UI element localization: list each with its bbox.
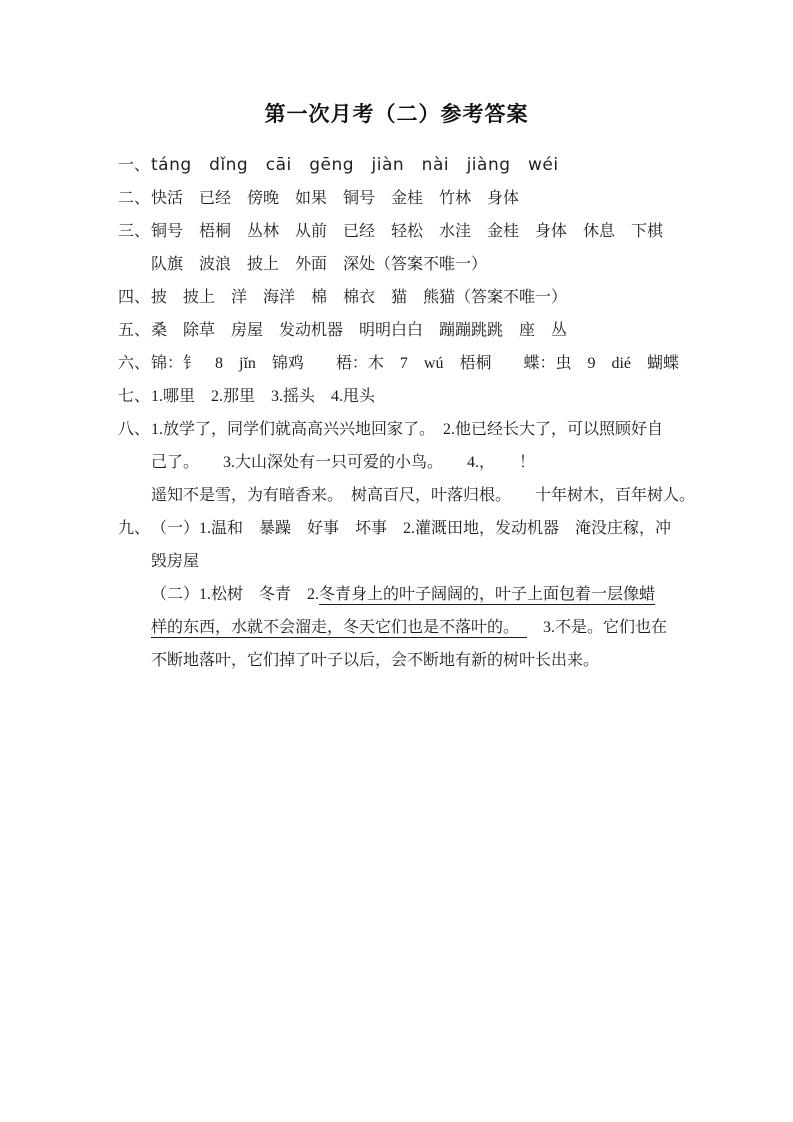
section-number: 四、 — [118, 289, 151, 306]
answers-body — [0, 149, 793, 677]
answer-text: （二）1.松树 冬青 2. — [151, 586, 320, 603]
answer-line: 桑 除草 房屋 发动机器 明明白白 蹦蹦跳跳 座 丛 — [151, 322, 568, 339]
section-number: 七、 — [118, 388, 151, 405]
section-number: 五、 — [118, 322, 151, 339]
section-1-pinyin — [118, 149, 773, 182]
answer-line: 快活 已经 傍晚 如果 铜号 金桂 竹林 身体 — [151, 190, 520, 207]
answer-line — [151, 611, 773, 644]
document-title: 第一次月考（二）参考答案 — [264, 103, 529, 126]
section-number: 二、 — [118, 190, 151, 207]
answer-line: 1.放学了，同学们就高高兴兴地回家了。 2.他已经长大了，可以照顾好自 — [151, 421, 664, 438]
answer-line: 1.哪里 2.那里 3.摇头 4.甩头 — [151, 388, 376, 405]
underlined-answer: 样的东西，水就不会溜走，冬天它们也是不落叶的。 — [151, 619, 528, 636]
underlined-answer: 冬青身上的叶子阔阔的，叶子上面包着一层像蜡 — [319, 586, 656, 603]
section-number: 一、 — [118, 157, 151, 174]
answer-line — [151, 578, 773, 611]
answer-line: 锦：钅 8 jǐn 锦鸡 梧：木 7 wú 梧桐 蝶：虫 9 dié 蝴蝶 — [151, 355, 679, 372]
answer-line: táng dǐng cāi gēng jiàn nài jiàng wéi — [151, 155, 559, 175]
answer-line: （一）1.温和 暴躁 好事 坏事 2.灌溉田地，发动机器 淹没庄稼，冲 — [151, 520, 672, 537]
answer-line: 毁房屋 — [151, 553, 200, 570]
answer-line: 铜号 梧桐 丛林 从前 已经 轻松 水洼 金桂 身体 休息 下棋 — [151, 223, 664, 240]
section-3-words — [118, 215, 773, 281]
section-6-dictionary — [118, 347, 773, 380]
section-4-radicals — [118, 281, 773, 314]
answer-line: 己了。 3.大山深处有一只可爱的小鸟。 4.， ！ — [151, 454, 536, 471]
section-number: 六、 — [118, 355, 151, 372]
section-5-words — [118, 314, 773, 347]
section-7-choices — [118, 380, 773, 413]
answer-line: 队旗 波浪 披上 外面 深处（答案不唯一） — [151, 256, 488, 273]
section-number: 三、 — [118, 223, 151, 240]
section-number: 八、 — [118, 421, 151, 438]
answer-line: 遥知不是雪，为有暗香来。 树高百尺，叶落归根。 十年树木，百年树人。 — [151, 487, 696, 504]
section-9-reading — [118, 512, 773, 677]
answer-line: 不断地落叶，它们掉了叶子以后，会不断地有新的树叶长出来。 — [151, 652, 600, 669]
answer-line: 披 披上 洋 海洋 棉 棉衣 猫 熊猫（答案不唯一） — [151, 289, 568, 306]
section-number: 九、 — [118, 520, 151, 537]
section-8-sentences — [118, 413, 773, 512]
answer-text: 3.不是。它们也在 — [527, 619, 668, 636]
section-2-words — [118, 182, 773, 215]
